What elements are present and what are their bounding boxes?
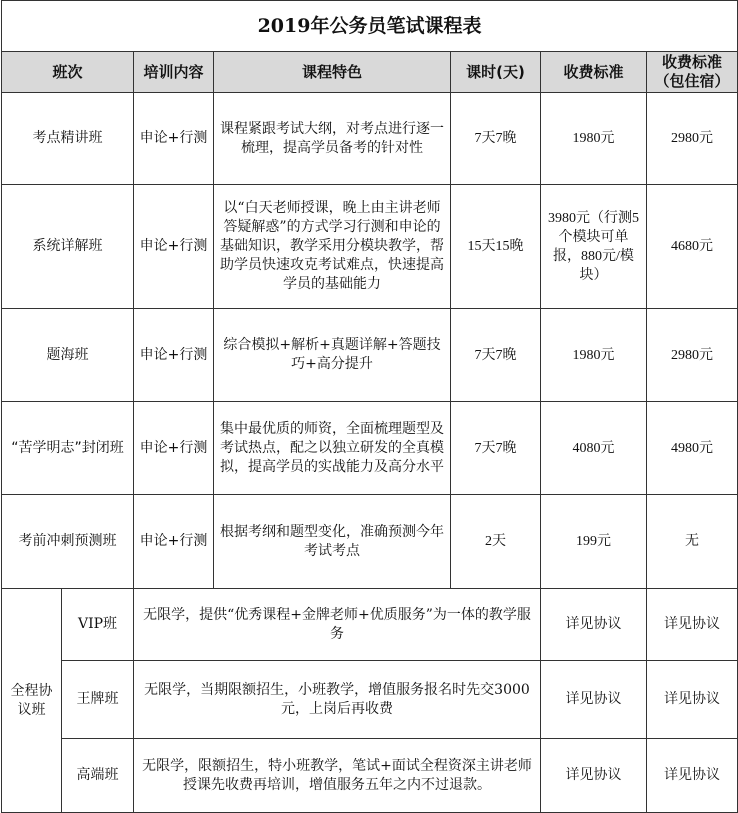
class-name: 系统详解班: [2, 185, 134, 309]
table-row: [2, 589, 738, 661]
table-row: [2, 495, 738, 589]
class-hours: 7天7晚: [451, 402, 541, 495]
class-content: 申论+行测: [134, 402, 214, 495]
agreement-class-fee: 详见协议: [541, 661, 647, 739]
class-name: 考点精讲班: [2, 93, 134, 185]
agreement-class-fee-board: 详见协议: [647, 739, 738, 813]
class-features: 综合模拟+解析+真题详解+答题技巧+高分提升: [214, 309, 451, 402]
agreement-class-description: 无限学，提供“优秀课程+金牌老师+优质服务”为一体的教学服务: [134, 589, 541, 661]
class-name: “苦学明志”封闭班: [2, 402, 134, 495]
class-features: 课程紧跟考试大纲，对考点进行逐一梳理，提高学员备考的针对性: [214, 93, 451, 185]
agreement-class-fee: 详见协议: [541, 739, 647, 813]
header-fee-board: 收费标准（包住宿）: [647, 52, 738, 93]
header-content: 培训内容: [134, 52, 214, 93]
agreement-class-fee-board: 详见协议: [647, 589, 738, 661]
class-fee-board: 2980元: [647, 93, 738, 185]
agreement-group-label: 全程协议班: [2, 589, 62, 813]
class-hours: 7天7晚: [451, 309, 541, 402]
table-row: [2, 185, 738, 309]
class-name: 考前冲刺预测班: [2, 495, 134, 589]
class-features: 集中最优质的师资，全面梳理题型及考试热点，配之以独立研发的全真模拟，提高学员的实战能力及高分水平: [214, 402, 451, 495]
class-fee-board: 4680元: [647, 185, 738, 309]
header-class: 班次: [2, 52, 134, 93]
class-fee: 1980元: [541, 309, 647, 402]
agreement-class-description: 无限学，限额招生，特小班教学，笔试+面试全程资深主讲老师授课先收费再培训，增值服务五年之内不过退款。: [134, 739, 541, 813]
table-row: [2, 739, 738, 813]
table-row: [2, 661, 738, 739]
agreement-class-description: 无限学，当期限额招生，小班教学，增值服务报名时先交3000元，上岗后再收费: [134, 661, 541, 739]
class-content: 申论+行测: [134, 495, 214, 589]
agreement-class-name: 高端班: [62, 739, 134, 813]
table-title: 2019年公务员笔试课程表: [2, 1, 738, 52]
class-content: 申论+行测: [134, 185, 214, 309]
table-row: [2, 93, 738, 185]
class-fee-board: 4980元: [647, 402, 738, 495]
class-hours: 15天15晚: [451, 185, 541, 309]
header-features: 课程特色: [214, 52, 451, 93]
class-fee-board: 2980元: [647, 309, 738, 402]
class-fee: 199元: [541, 495, 647, 589]
class-hours: 7天7晚: [451, 93, 541, 185]
agreement-class-name: 王牌班: [62, 661, 134, 739]
class-content: 申论+行测: [134, 93, 214, 185]
class-name: 题海班: [2, 309, 134, 402]
class-fee: 4080元: [541, 402, 647, 495]
header-fee: 收费标准: [541, 52, 647, 93]
header-hours: 课时(天): [451, 52, 541, 93]
table-row: [2, 402, 738, 495]
table-row: [2, 309, 738, 402]
class-fee: 3980元（行测5个模块可单报，880元/模块）: [541, 185, 647, 309]
class-features: 以“白天老师授课，晚上由主讲老师答疑解惑”的方式学习行测和申论的基础知识，教学采用分模块教学，帮助学员快速攻克考试难点，快速提高学员的基础能力: [214, 185, 451, 309]
agreement-class-fee-board: 详见协议: [647, 661, 738, 739]
class-content: 申论+行测: [134, 309, 214, 402]
agreement-class-name: VIP班: [62, 589, 134, 661]
class-fee: 1980元: [541, 93, 647, 185]
class-features: 根据考纲和题型变化，准确预测今年考试考点: [214, 495, 451, 589]
agreement-class-fee: 详见协议: [541, 589, 647, 661]
class-fee-board: 无: [647, 495, 738, 589]
class-hours: 2天: [451, 495, 541, 589]
course-schedule-table: [1, 0, 738, 813]
